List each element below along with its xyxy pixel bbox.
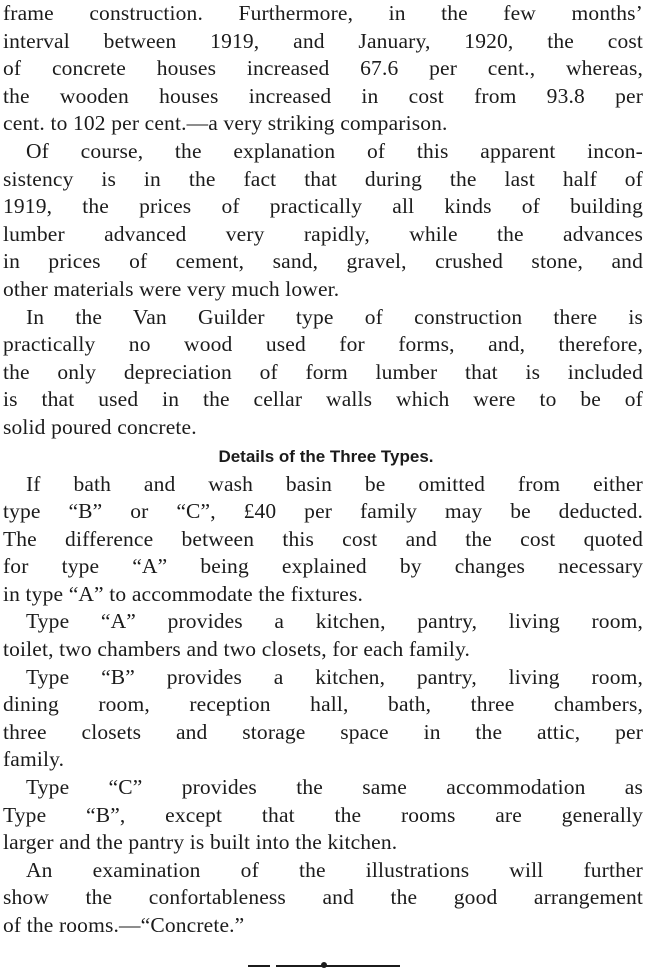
text-line: frame construction. Furthermore, in the few months’: [3, 1, 643, 25]
paragraph-4: [3, 471, 643, 609]
ornament-rule: [276, 965, 400, 967]
text-line: type “B” or “C”, £40 per family may be deducted.: [3, 499, 643, 524]
text-line: solid poured concrete.: [3, 414, 197, 439]
text-line: show the confortableness and the good arrangement: [3, 885, 643, 910]
text-line: sistency is in the fact that during the last half of: [3, 166, 643, 191]
article-page: [3, 0, 643, 940]
section-heading: Details of the Three Types.: [218, 446, 434, 466]
text-line: lumber advanced very rapidly, while the advances: [3, 221, 643, 246]
text-line: of concrete houses increased 67.6 per cent., whereas,: [3, 56, 643, 81]
paragraph-6: [3, 664, 643, 774]
text-line: larger and the pantry is built into the kitchen.: [3, 830, 398, 855]
text-line: family.: [3, 747, 65, 772]
text-line: Type “C” provides the same accommodation as: [26, 775, 643, 800]
paragraph-3: [3, 304, 643, 442]
text-line: dining room, reception hall, bath, three chambers,: [3, 692, 643, 717]
text-line: If bath and wash basin be omitted from either: [26, 471, 643, 496]
text-line: three closets and storage space in the attic, per: [3, 719, 643, 744]
text-line: in type “A” to accommodate the fixtures.: [3, 581, 364, 606]
text-line: In the Van Guilder type of construction there is: [26, 304, 643, 329]
paragraph-7: [3, 774, 643, 857]
text-line: cent. to 102 per cent.—a very striking comparison.: [3, 111, 448, 136]
text-line: is that used in the cellar walls which were to be of: [3, 387, 643, 412]
text-line: Type “B” provides a kitchen, pantry, living room,: [26, 664, 643, 689]
text-line: practically no wood used for forms, and, therefore,: [3, 332, 643, 357]
text-line: toilet, two chambers and two closets, for each family.: [3, 637, 471, 662]
text-line: Of course, the explanation of this apparent incon-: [26, 138, 643, 163]
text-line: of the rooms.—“Concrete.”: [3, 913, 245, 937]
paragraph-1: [3, 0, 643, 138]
paragraph-2: [3, 138, 643, 304]
text-line: The difference between this cost and the cost quoted: [3, 526, 643, 551]
ornament-dash-left: [248, 965, 270, 967]
text-line: Type “A” provides a kitchen, pantry, living room,: [26, 609, 643, 634]
text-line: for type “A” being explained by changes necessary: [3, 554, 643, 579]
text-line: in prices of cement, sand, gravel, crushed stone, and: [3, 249, 643, 274]
paragraph-8: [3, 857, 643, 940]
text-line: the wooden houses increased in cost from 93.8 per: [3, 83, 643, 108]
end-ornament: [248, 960, 400, 970]
ornament-dot: [321, 962, 327, 968]
text-line: the only depreciation of form lumber that is included: [3, 359, 643, 384]
text-line: Type “B”, except that the rooms are generally: [3, 802, 643, 827]
paragraph-5: [3, 608, 643, 663]
text-line: 1919, the prices of practically all kinds of building: [3, 194, 643, 219]
text-line: interval between 1919, and January, 1920, the cost: [3, 28, 643, 53]
text-line: An examination of the illustrations will further: [26, 857, 643, 882]
text-line: other materials were very much lower.: [3, 276, 340, 301]
